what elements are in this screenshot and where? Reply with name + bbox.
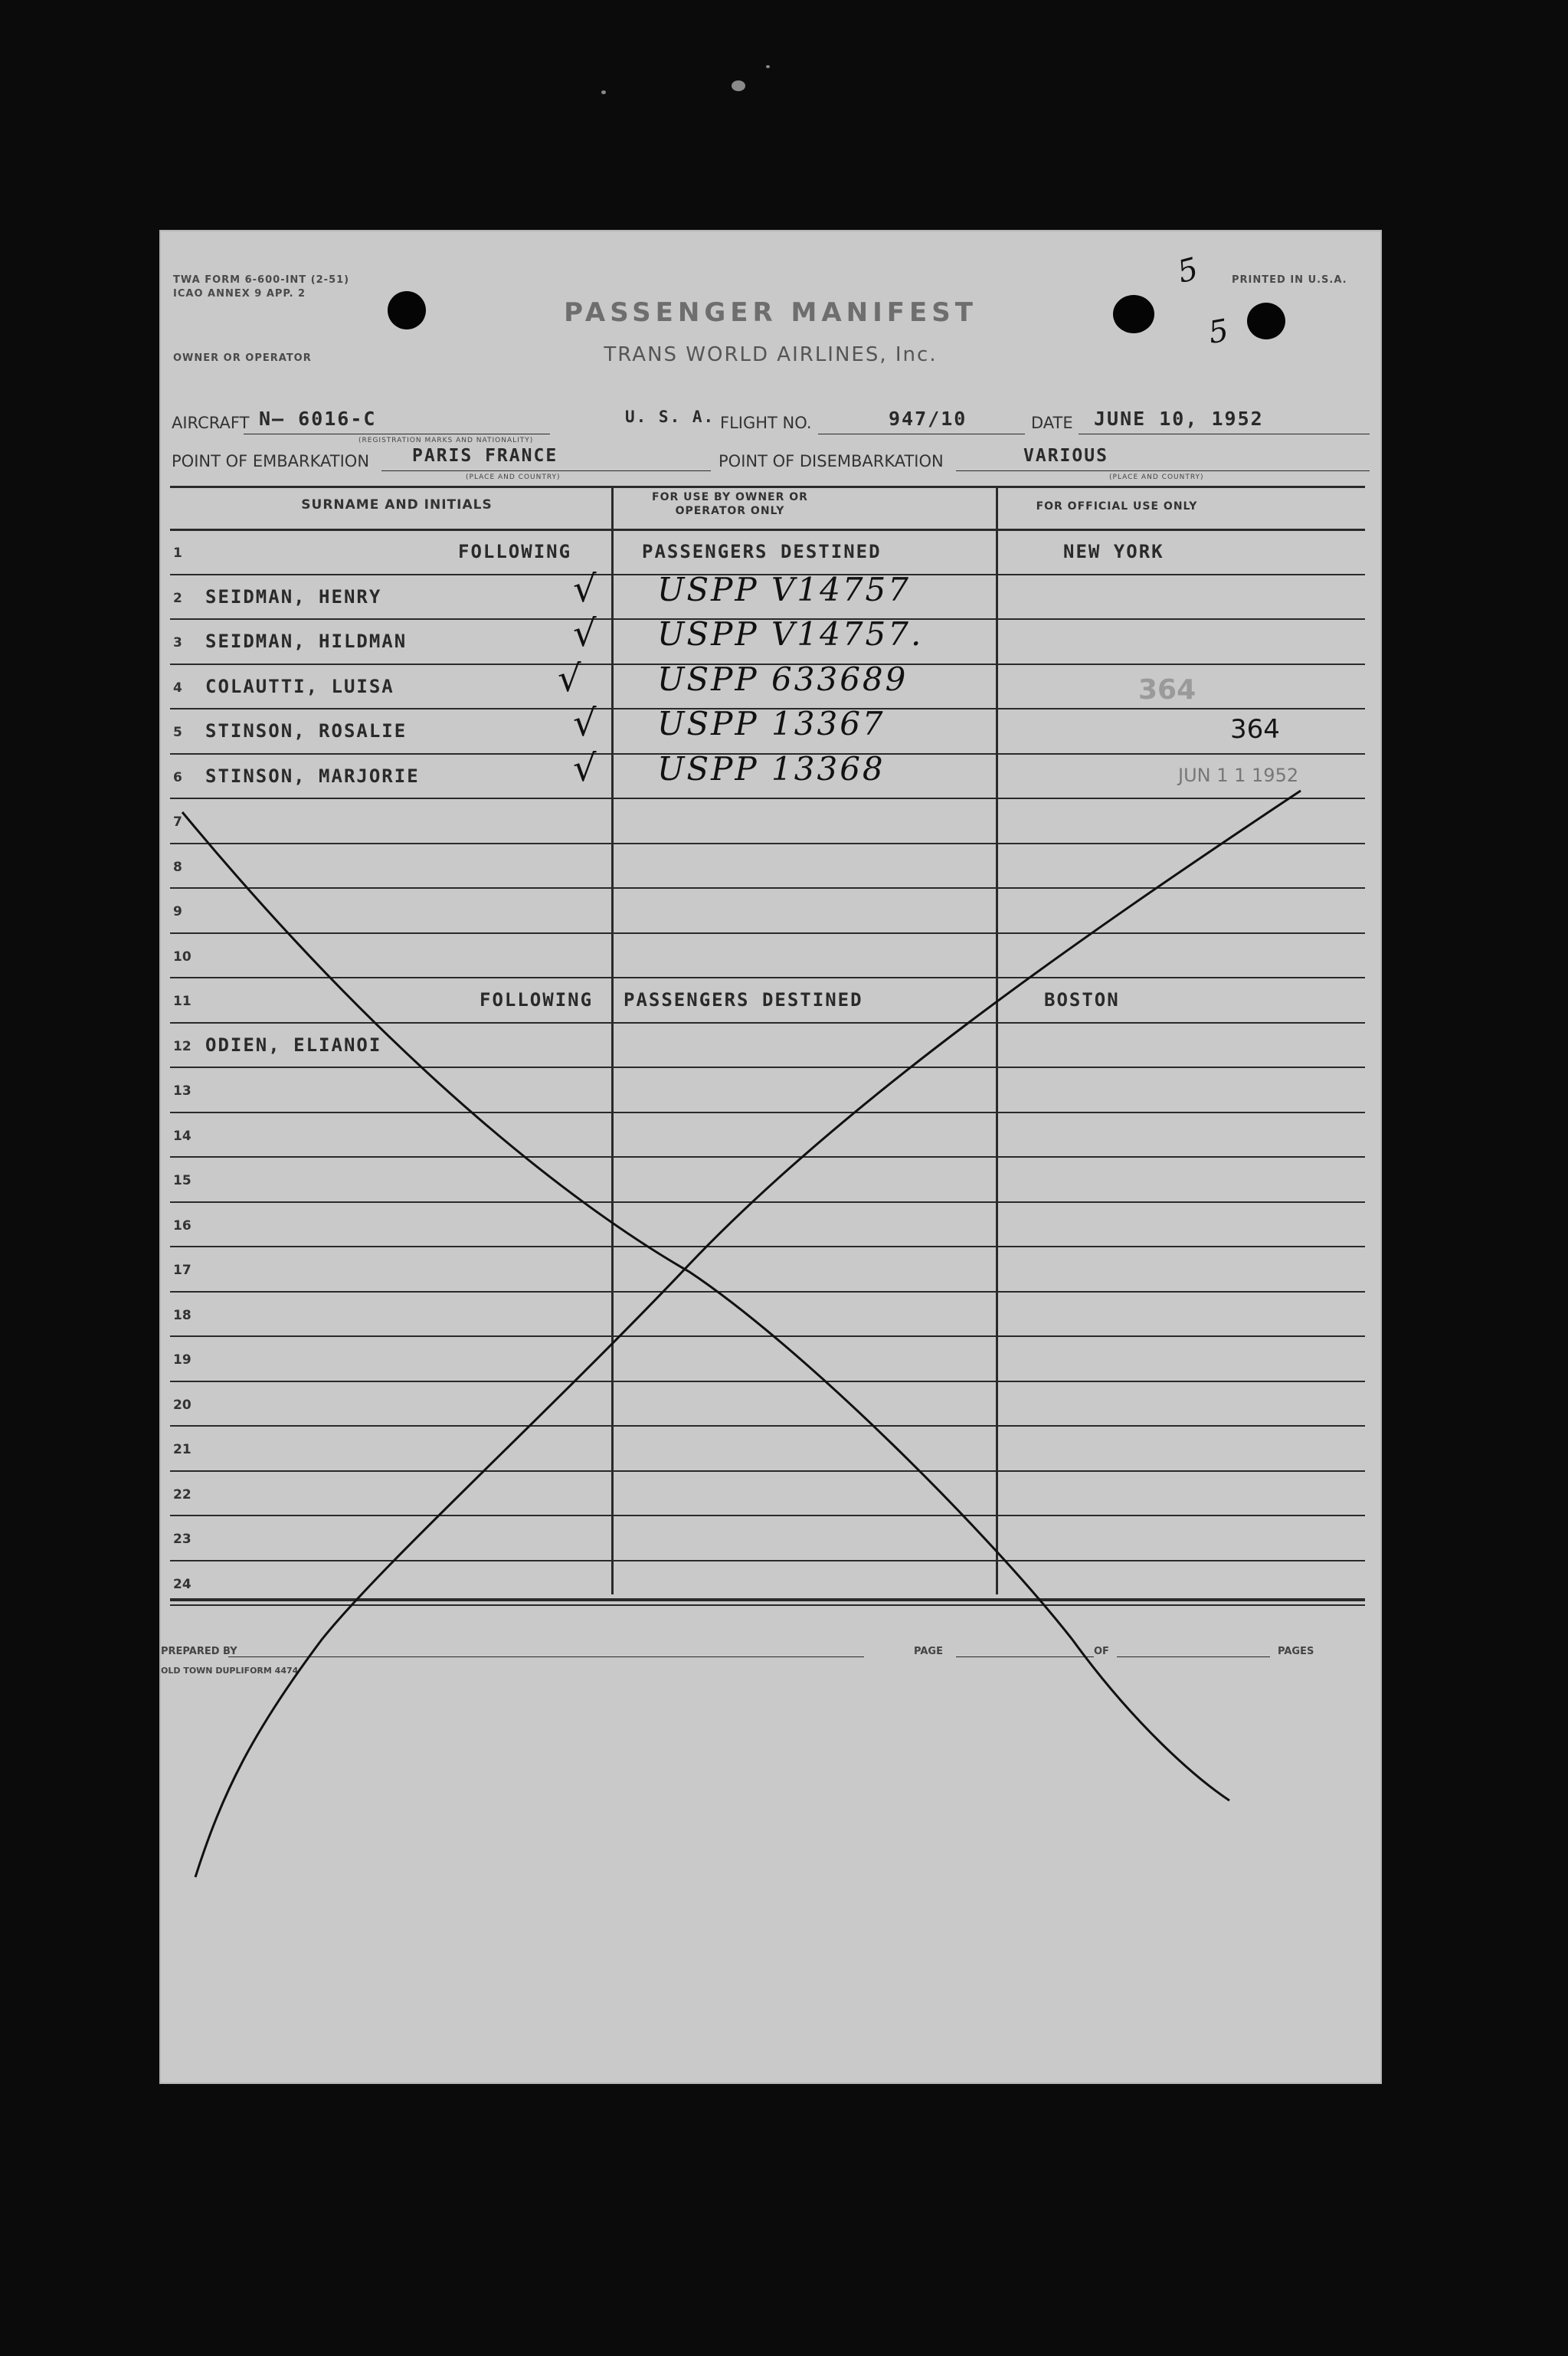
passenger-name: ODIEN, ELIANOI — [205, 1034, 382, 1056]
check-mark: √ — [573, 567, 597, 611]
check-mark: √ — [558, 657, 581, 700]
check-mark: √ — [573, 702, 597, 745]
destination-note: PASSENGERS DESTINED — [624, 989, 863, 1011]
official-use-column-header: FOR OFFICIAL USE ONLY — [1036, 500, 1198, 513]
row-number: 13 — [173, 1083, 191, 1099]
row-number: 24 — [173, 1576, 191, 1592]
passport-number: USPP 633689 — [657, 660, 908, 698]
row-number: 18 — [173, 1307, 191, 1323]
handwritten-mark: 5 — [1174, 251, 1204, 290]
destination-city: NEW YORK — [1063, 541, 1164, 562]
destination-city: BOSTON — [1044, 989, 1120, 1011]
date-label: DATE — [1031, 414, 1073, 432]
row-number: 2 — [173, 590, 182, 606]
row-number: 1 — [173, 546, 182, 561]
row-number: 20 — [173, 1397, 191, 1413]
form-number: TWA FORM 6-600-INT (2-51) — [173, 274, 350, 286]
row-number: 12 — [173, 1038, 191, 1054]
check-mark: √ — [573, 612, 597, 655]
stamp-number: 364 — [1230, 714, 1280, 745]
passport-number: USPP V14757 — [657, 570, 911, 608]
embarkation-value: PARIS FRANCE — [412, 446, 558, 466]
passport-number: USPP 13367 — [657, 705, 885, 742]
check-mark: √ — [573, 746, 597, 790]
row-number: 11 — [173, 994, 191, 1009]
row-number: 22 — [173, 1486, 191, 1502]
cross-out-stroke — [182, 812, 1229, 1801]
printer-imprint: OLD TOWN DUPLIFORM 4474 — [161, 1666, 299, 1676]
flight-label: FLIGHT NO. — [720, 414, 812, 432]
row-number: 14 — [173, 1128, 191, 1144]
aircraft-label: AIRCRAFT — [172, 414, 250, 432]
aircraft-value: N— 6016-C — [259, 408, 377, 430]
registration-caption: (REGISTRATION MARKS AND NATIONALITY) — [358, 437, 534, 444]
embarkation-caption: (PLACE AND COUNTRY) — [466, 473, 561, 481]
icao-reference: ICAO ANNEX 9 APP. 2 — [173, 288, 306, 300]
stamp-date: JUN 1 1 1952 — [1178, 765, 1299, 786]
pages-label: PAGES — [1278, 1646, 1314, 1657]
passenger-name: FOLLOWING — [458, 541, 572, 562]
row-number: 7 — [173, 814, 182, 830]
faint-stamp-number: 364 — [1138, 674, 1196, 706]
embarkation-label: POINT OF EMBARKATION — [172, 452, 370, 470]
passenger-name: SEIDMAN, HILDMAN — [205, 631, 408, 652]
cross-out-stroke — [195, 791, 1301, 1877]
owner-use-column-header: FOR USE BY OWNER OR OPERATOR ONLY — [652, 491, 808, 517]
row-number: 5 — [173, 725, 182, 740]
disembarkation-caption: (PLACE AND COUNTRY) — [1109, 473, 1204, 481]
passenger-name: FOLLOWING — [480, 989, 594, 1011]
of-label: OF — [1094, 1646, 1109, 1657]
printed-in: PRINTED IN U.S.A. — [1232, 274, 1347, 286]
page-label: PAGE — [914, 1646, 943, 1657]
disembarkation-value: VARIOUS — [1023, 446, 1108, 466]
passenger-name: STINSON, ROSALIE — [205, 720, 408, 742]
passenger-name: SEIDMAN, HENRY — [205, 585, 382, 608]
row-number: 3 — [173, 635, 182, 650]
row-number: 8 — [173, 859, 182, 875]
row-number: 6 — [173, 769, 182, 785]
flight-value: 947/10 — [889, 408, 967, 430]
passenger-name: COLAUTTI, LUISA — [205, 675, 394, 697]
disembarkation-label: POINT OF DISEMBARKATION — [719, 452, 944, 470]
surname-column-header: SURNAME AND INITIALS — [301, 497, 493, 513]
passport-number: USPP 13368 — [657, 749, 885, 788]
prepared-by-label: PREPARED BY — [161, 1646, 237, 1657]
row-number: 16 — [173, 1217, 191, 1234]
row-number: 23 — [173, 1532, 191, 1547]
passenger-name: STINSON, MARJORIE — [205, 765, 420, 787]
row-number: 9 — [173, 904, 182, 919]
row-number: 21 — [173, 1442, 191, 1457]
owner-operator-label: OWNER OR OPERATOR — [173, 352, 312, 364]
form-title: PASSENGER MANIFEST — [564, 297, 977, 328]
airline-name: TRANS WORLD AIRLINES, Inc. — [604, 343, 938, 366]
row-number: 19 — [173, 1352, 191, 1368]
handwritten-mark: 5 — [1206, 312, 1234, 352]
nationality-value: U. S. A. — [625, 408, 715, 426]
date-value: JUNE 10, 1952 — [1094, 408, 1264, 430]
row-number: 4 — [173, 680, 182, 696]
row-number: 17 — [173, 1263, 191, 1278]
row-number: 15 — [173, 1173, 191, 1188]
row-number: 10 — [173, 949, 191, 965]
passport-number: USPP V14757. — [657, 615, 924, 653]
destination-note: PASSENGERS DESTINED — [642, 541, 882, 562]
